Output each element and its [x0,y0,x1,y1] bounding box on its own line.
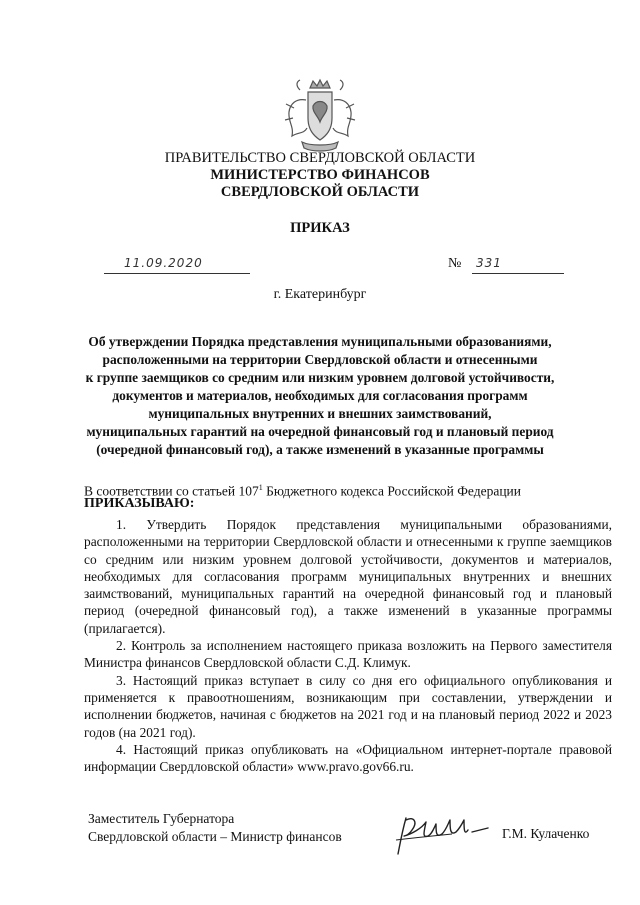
order-subject [60,333,580,459]
subject-line: Об утверждении Порядка представления муниципальными образованиями, [88,334,552,349]
coat-of-arms-icon [280,78,360,154]
subject-line: муниципальных внутренних и внешних заимствований, [148,406,492,421]
number-value: 331 [476,256,502,270]
subject-line: к группе заемщиков со средним или низким уровнем долговой устойчивости, [85,370,555,385]
subject-line: документов и материалов, необходимых для согласования программ [112,388,528,403]
signatory-position-line2: Свердловской области – Министр финансов [88,829,342,844]
ministry-name-line2: СВЕРДЛОВСКОЙ ОБЛАСТИ [220,184,420,200]
subject-line: расположенными на территории Свердловской области и отнесенными [102,352,538,367]
signatory-position-line1: Заместитель Губернатора [88,811,235,826]
order-item-3: 3. Настоящий приказ вступает в силу со дня его официального опубликования и применяется к правоотношениям, возникающим при составлении, утверждении и исполнении бюджетов, начиная с бюджетов на 2021 год и на плановый период 2022 и 2023 годов (на 2021 год). [84,672,612,740]
issuer-header [0,150,640,201]
legal-basis-code: Бюджетного кодекса Российской Федерации [262,483,521,499]
article-superscript: 1 [258,483,263,492]
number-field [448,256,566,273]
handwritten-signature-icon [392,808,492,860]
subject-line: (очередной финансовый год), а также изменений в указанные программы [96,442,544,457]
government-name: ПРАВИТЕЛЬСТВО СВЕРДЛОВСКОЙ ОБЛАСТИ [164,150,476,166]
signatory-name: Г.М. Кулаченко [502,826,590,841]
signatory-position [88,810,342,846]
city: г. Екатеринбург [273,287,367,302]
legal-basis-text: В соответствии со статьей 107 [84,483,259,499]
order-word: ПРИКАЗЫВАЮ: [84,496,195,511]
order-item-4: 4. Настоящий приказ опубликовать на «Официальном интернет-портале правовой информации Свердловской области» www.pravo.gov66.ru. [84,741,612,775]
order-item-2: 2. Контроль за исполнением настоящего приказа возложить на Первого заместителя Министра финансов Свердловской области С.Д. Климук. [84,638,612,671]
number-line [472,256,564,274]
date-value: 11.09.2020 [124,256,203,270]
ministry-name-line1: МИНИСТЕРСТВО ФИНАНСОВ [210,167,430,183]
subject-line: муниципальных гарантий на очередной финансовый год и плановый период [86,424,554,439]
order-item-1: 1. Утвердить Порядок представления муниципальными образованиями, расположенными на территории Свердловской области и отнесенными к группе заемщиков со средним или низким уровнем долговой устойчивости, документов и материалов, необходимых для согласования программ муниципальных внутренних и внешних заимствований, муниципальных гарантий на очередной финансовый год и плановый период (очередной финансовый год), а также изменений в указанные программы (прилагается). [84,517,612,636]
order-body [84,516,612,775]
date-field [104,256,250,274]
document-type: ПРИКАЗ [290,220,350,236]
number-sign: № [448,256,462,271]
